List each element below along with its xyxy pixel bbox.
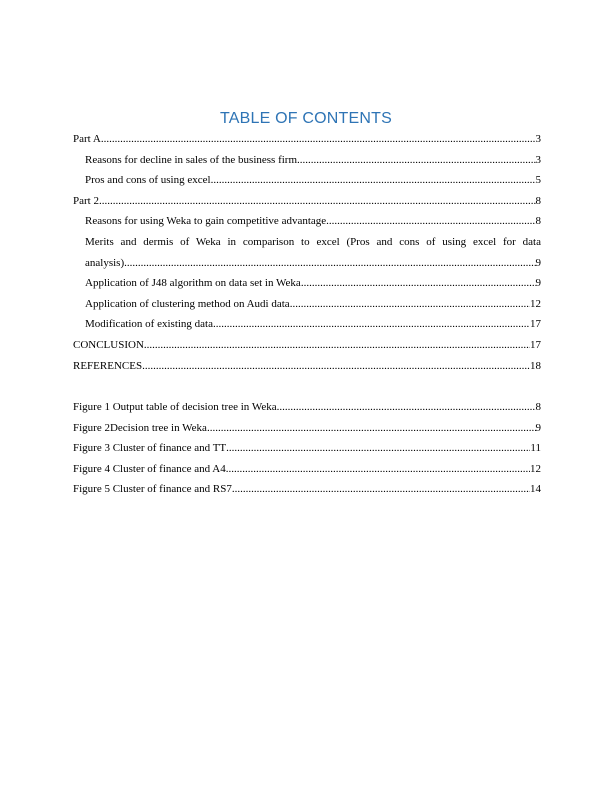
toc-entry-label: Application of J48 algorithm on data set in Weka [85, 277, 301, 290]
toc-entry-references[interactable] [73, 356, 541, 377]
toc-entry-reasons-weka[interactable] [73, 211, 541, 232]
toc-entry-page: 12 [530, 297, 541, 310]
toc-leader-dots [301, 273, 536, 294]
table-of-figures [73, 397, 541, 500]
figure-entry-4[interactable] [73, 459, 541, 480]
toc-entry-page: 8 [535, 194, 541, 207]
toc-entry-label: CONCLUSION [73, 338, 144, 351]
toc-entry-page: 3 [535, 153, 541, 166]
toc-leader-dots [101, 129, 536, 150]
toc-entry-page: 5 [535, 174, 541, 187]
toc-entry-label: Part A [73, 133, 101, 145]
toc-entry-part-2[interactable] [73, 191, 541, 212]
toc-entry-page: 18 [530, 359, 541, 372]
figure-entry-page: 8 [535, 401, 541, 413]
toc-entry-pros-cons-excel[interactable] [73, 170, 541, 191]
figure-entry-page: 12 [530, 462, 541, 475]
figure-entry-page: 9 [535, 421, 541, 434]
figure-entry-page: 11 [530, 442, 541, 455]
toc-entry-label: REFERENCES [73, 359, 143, 372]
toc-leader-dots [326, 211, 535, 232]
figure-entry-label: Figure 5 Cluster of finance and RS7 [73, 483, 232, 496]
toc-entry-label: Reasons for using Weka to gain competitive advantage [85, 215, 327, 228]
figure-entry-2[interactable] [73, 418, 541, 439]
toc-entry-label: Reasons for decline in sales of the business firm [85, 153, 298, 166]
toc-entry-page: 9 [535, 256, 541, 269]
figure-entry-label: Figure 1 Output table of decision tree in Weka [73, 401, 277, 413]
toc-entry-page: 17 [530, 318, 541, 331]
toc-entry-label: Part 2 [73, 194, 99, 207]
toc-entry-conclusion[interactable] [73, 335, 541, 356]
toc-entry-page: 8 [535, 215, 541, 228]
toc-entry-label: Merits and dermis of Weka in comparison to excel (Pros and cons of using excel for data [85, 235, 541, 248]
toc-leader-dots [207, 418, 536, 439]
toc-entry-clustering-audi[interactable] [73, 294, 541, 315]
toc-leader-dots [213, 314, 530, 335]
table-of-contents [73, 129, 541, 376]
toc-entry-page: 3 [535, 133, 541, 145]
figure-entry-label: Figure 2Decision tree in Weka [73, 421, 207, 434]
figure-entry-5[interactable] [73, 479, 541, 500]
toc-leader-dots [142, 356, 530, 377]
figure-entry-page: 14 [530, 483, 541, 496]
figure-entry-label: Figure 4 Cluster of finance and A4 [73, 462, 226, 475]
toc-leader-dots [144, 335, 530, 356]
toc-entry-page: 9 [535, 277, 541, 290]
toc-entry-merits-weka-line2[interactable] [73, 253, 541, 274]
toc-entry-label: analysis) [85, 256, 125, 269]
toc-title: TABLE OF CONTENTS [219, 110, 392, 127]
toc-entry-part-a[interactable] [73, 129, 541, 150]
toc-leader-dots [226, 459, 530, 480]
toc-leader-dots [99, 191, 536, 212]
toc-leader-dots [226, 438, 530, 459]
toc-entry-modification[interactable] [73, 314, 541, 335]
figure-entry-label: Figure 3 Cluster of finance and TT [73, 442, 227, 455]
toc-leader-dots [211, 170, 536, 191]
figure-entry-1[interactable] [73, 397, 541, 418]
toc-leader-dots [297, 150, 535, 171]
figure-entry-3[interactable] [73, 438, 541, 459]
toc-entry-label: Pros and cons of using excel [85, 174, 211, 187]
toc-entry-label: Application of clustering method on Audi data [85, 297, 290, 310]
toc-entry-reasons-decline[interactable] [73, 150, 541, 171]
toc-entry-merits-weka-line1[interactable] [73, 232, 541, 253]
toc-entry-page: 17 [530, 338, 541, 351]
toc-entry-j48[interactable] [73, 273, 541, 294]
toc-leader-dots [290, 294, 530, 315]
toc-leader-dots [277, 397, 536, 418]
toc-entry-label: Modification of existing data [85, 318, 213, 331]
toc-leader-dots [124, 253, 535, 274]
toc-leader-dots [232, 479, 530, 500]
